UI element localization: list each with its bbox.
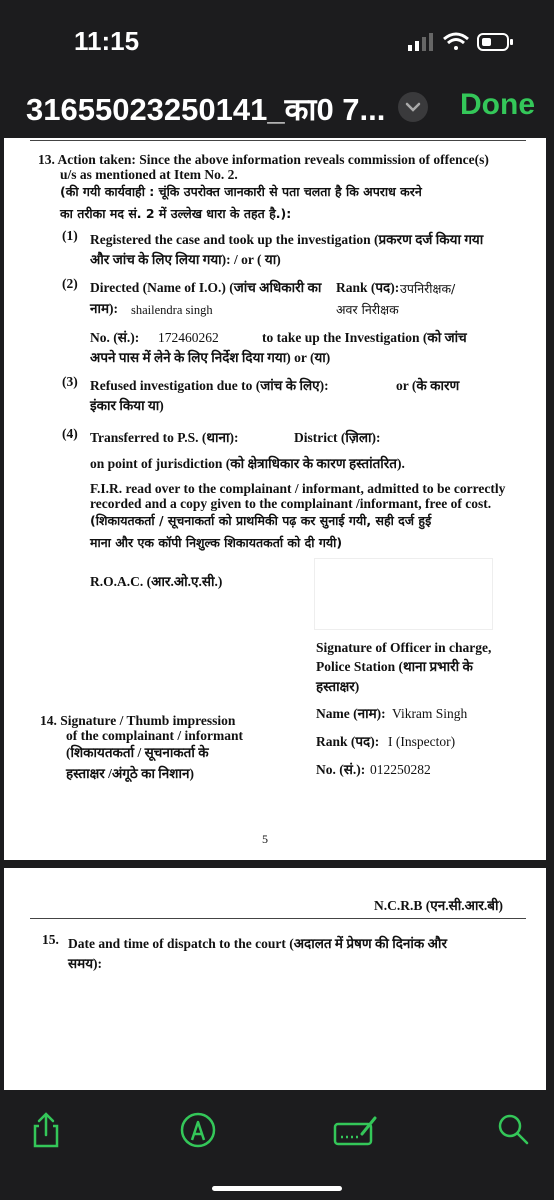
option2-number: (2): [62, 276, 78, 291]
take-up-text: अपने पास में लेने के लिए निर्देश दिया गया) or (या): [90, 350, 331, 365]
option3-number: (3): [62, 374, 78, 389]
item13-hindi: (की गयी कार्यवाही : चूंकि उपरोक्त जानकारी से पता चलता है कि अपराध करने: [60, 184, 422, 199]
officer-number-value: 012250282: [370, 762, 431, 777]
signature-button[interactable]: [332, 1110, 378, 1150]
item14-text: of the complainant / informant: [66, 728, 243, 743]
option1-text: Registered the case and took up the investigation (प्रकरण दर्ज किया गया: [90, 232, 484, 247]
option3-text: or (के कारण: [396, 378, 460, 393]
number-value: 172460262: [158, 330, 219, 345]
item13-text: u/s as mentioned at Item No. 2.: [60, 167, 238, 182]
option1-number: (1): [62, 228, 78, 243]
status-bar: [0, 0, 554, 80]
item14-text: हस्ताक्षर /अंगूठे का निशान): [66, 766, 194, 781]
jurisdiction-text: on point of jurisdiction (को क्षेत्राधिकार के कारण हस्तांतरित).: [90, 456, 405, 471]
officer-number-label: No. (सं.):: [316, 762, 366, 777]
signature-icon: [332, 1110, 378, 1150]
page-number: 5: [262, 832, 268, 846]
home-indicator[interactable]: [212, 1186, 342, 1191]
rank-label: Rank (पद):: [336, 280, 400, 295]
signature-box: [314, 558, 493, 630]
page-rule: [30, 918, 526, 919]
officer-name-label: Name (नाम):: [316, 706, 386, 721]
search-icon: [494, 1110, 534, 1150]
option4-number: (4): [62, 426, 78, 441]
share-icon: [26, 1110, 66, 1150]
document-page: [4, 138, 546, 860]
fir-text: recorded and a copy given to the complainant /informant, free of cost.: [90, 496, 492, 511]
item15-text: Date and time of dispatch to the court (अदालत में प्रेषण की दिनांक और: [68, 936, 447, 951]
ncrb-label: N.C.R.B (एन.सी.आर.बी): [374, 898, 503, 913]
document-page: [4, 868, 546, 1090]
io-name-value: shailendra singh: [131, 303, 213, 317]
option2-text: नाम):: [90, 301, 119, 316]
rank-value: उपनिरीक्षक/: [400, 281, 456, 296]
page-top-rule: [30, 140, 526, 141]
title-menu-button[interactable]: [398, 92, 428, 122]
option1-text: और जांच के लिए लिया गया): / or ( या): [90, 252, 281, 267]
bottom-toolbar: [0, 1090, 554, 1200]
option3-text: इंकार किया या): [90, 398, 164, 413]
option2-text: Directed (Name of I.O.) (जांच अधिकारी का: [90, 280, 322, 295]
chevron-down-icon: [398, 92, 428, 122]
search-button[interactable]: [494, 1110, 534, 1150]
officer-signature-label: Signature of Officer in charge,: [316, 640, 492, 655]
item13-hindi: का तरीका मद सं. 2 में उल्लेख धारा के तहत है.):: [60, 206, 292, 221]
district-label: District (ज़िला):: [294, 430, 381, 445]
wifi-icon: [444, 34, 468, 50]
officer-signature-label: Police Station (थाना प्रभारी के: [316, 659, 473, 674]
fir-text: F.I.R. read over to the complainant / informant, admitted to be correctly: [90, 481, 506, 496]
share-button[interactable]: [26, 1110, 66, 1150]
rank-value: अवर निरीक्षक: [336, 302, 399, 317]
item15-number: 15.: [42, 932, 59, 947]
option4-text: Transferred to P.S. (थाना):: [90, 430, 239, 445]
fir-hindi: माना और एक कॉपी निशुल्क शिकायतकर्ता को दी गयी): [90, 535, 343, 550]
done-button[interactable]: Done: [460, 88, 535, 121]
fir-hindi: (शिकायतकर्ता / सूचनाकर्ता को प्राथमिकी पढ़ कर सुनाई गयी, सही दर्ज हुई: [90, 513, 432, 528]
officer-signature-label: हस्ताक्षर): [316, 679, 360, 694]
cellular-signal-icon: [408, 33, 433, 51]
markup-button[interactable]: [178, 1110, 218, 1150]
officer-rank-value: I (Inspector): [388, 734, 456, 749]
roac-label: R.O.A.C. (आर.ओ.ए.सी.): [90, 574, 223, 589]
markup-icon: [178, 1110, 218, 1150]
number-label: No. (सं.):: [90, 330, 140, 345]
option3-text: Refused investigation due to (जांच के लिए):: [90, 378, 329, 393]
navigation-bar: [0, 80, 554, 138]
item13-text: 13. Action taken: Since the above information reveals commission of offence(s): [38, 152, 489, 167]
status-time: 11:15: [74, 26, 140, 56]
battery-icon: [478, 34, 513, 50]
item15-text: समय):: [68, 956, 103, 971]
officer-name-value: Vikram Singh: [392, 706, 468, 721]
officer-rank-label: Rank (पद):: [316, 734, 380, 749]
item14-text: (शिकायतकर्ता / सूचनाकर्ता के: [66, 745, 209, 760]
status-icons: [408, 30, 518, 59]
item14-text: 14. Signature / Thumb impression: [40, 713, 236, 728]
document-title[interactable]: 31655023250141_का0 7...: [26, 92, 386, 127]
take-up-text: to take up the Investigation (को जांच: [262, 330, 467, 345]
